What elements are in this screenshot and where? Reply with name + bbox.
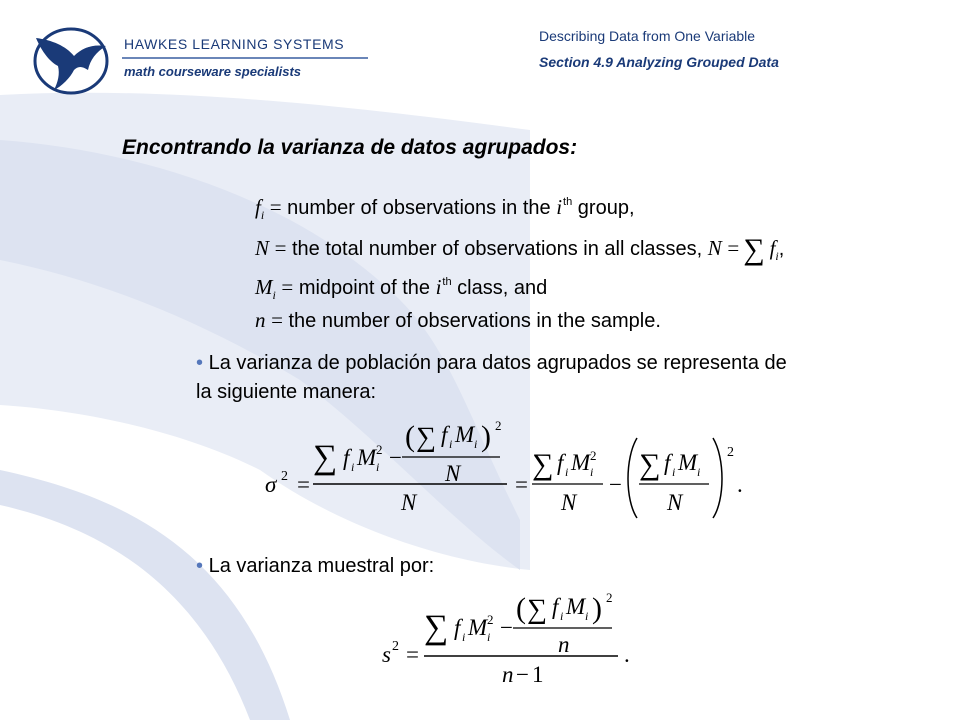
minus-sign: − <box>609 472 622 497</box>
i-sub: i <box>585 609 589 623</box>
i-sub: i <box>351 460 355 474</box>
f-var: f <box>343 445 350 470</box>
big-left-paren <box>628 438 637 518</box>
summation-symbol: ∑ <box>416 422 436 453</box>
summation-symbol: ∑ <box>424 609 449 646</box>
definition-Mi <box>255 275 547 303</box>
s-symbol: s <box>382 642 391 667</box>
i-sub: i <box>462 630 466 644</box>
bullet-text: La varianza de población para datos agrupados se representa de la siguiente manera: <box>196 352 787 403</box>
N-var: N <box>561 490 577 515</box>
left-paren: ( <box>405 420 415 453</box>
summation-symbol: ∑ <box>313 439 338 476</box>
def-text: the number of observations in the sample. <box>288 310 661 332</box>
company-tagline: math courseware specialists <box>124 64 302 79</box>
n-var: n <box>558 632 570 657</box>
def-var: N <box>255 236 270 260</box>
f-var: f <box>441 422 448 447</box>
exponent-2: 2 <box>590 448 597 463</box>
bullet-dot: • <box>196 555 204 577</box>
period: . <box>624 642 630 667</box>
right-paren: ) <box>481 420 491 453</box>
def-index-var: i <box>556 195 563 219</box>
exponent-2: 2 <box>606 590 613 605</box>
i-sub: i <box>697 465 701 479</box>
def-var: n <box>255 308 266 332</box>
def-sub: i <box>272 288 276 302</box>
equals-sign: = <box>297 472 310 497</box>
i-sub: i <box>487 630 491 644</box>
exponent-2: 2 <box>495 418 502 433</box>
definition-n <box>255 308 661 333</box>
bullet-sample-variance <box>196 552 434 581</box>
N-var: N <box>667 490 683 515</box>
i-sub: i <box>565 465 569 479</box>
def-equals: = <box>281 275 294 299</box>
def-var: f <box>255 195 261 219</box>
big-right-paren <box>713 438 722 518</box>
definition-fi <box>255 195 635 223</box>
N-var: N <box>401 490 417 515</box>
def-ordinal: th <box>442 276 452 288</box>
summation-symbol: ∑ <box>532 448 554 481</box>
i-sub: i <box>560 609 564 623</box>
f-var: f <box>454 615 461 640</box>
f-var: f <box>664 450 671 475</box>
f-var: f <box>557 450 564 475</box>
M-var: M <box>455 422 475 447</box>
sample-variance-formula <box>378 588 648 688</box>
exponent-2: 2 <box>727 445 734 460</box>
def-equals: = <box>271 308 283 332</box>
def-var2: N <box>707 236 722 260</box>
summation-symbol: ∑ <box>743 233 765 266</box>
equals-sign: = <box>515 472 528 497</box>
summation-symbol: ∑ <box>639 448 661 481</box>
s-exponent: 2 <box>392 639 399 654</box>
M-var: M <box>357 445 377 470</box>
def-sum-sub: i <box>775 249 779 263</box>
one: 1 <box>532 662 544 687</box>
def-equals2: = <box>727 236 740 260</box>
def-var: M <box>255 275 273 299</box>
def-text-end: group, <box>572 197 635 219</box>
M-var: M <box>566 594 586 619</box>
slide-heading: Encontrando la varianza de datos agrupados: <box>122 136 578 159</box>
i-sub: i <box>590 465 594 479</box>
summation-symbol: ∑ <box>527 594 547 625</box>
sigma-exponent: 2 <box>281 469 288 484</box>
def-text-end: class, and <box>451 277 548 299</box>
M-var: M <box>678 450 698 475</box>
period: . <box>737 472 743 497</box>
M-var: M <box>571 450 591 475</box>
def-equals: = <box>269 195 282 219</box>
minus-sign: − <box>389 445 402 470</box>
def-text-end: , <box>778 238 785 260</box>
def-sum-var: f <box>769 236 776 260</box>
company-name: HAWKES LEARNING SYSTEMS <box>124 36 345 52</box>
population-variance-formula <box>255 410 755 522</box>
company-underline <box>122 57 368 59</box>
bullet-text: La varianza muestral por: <box>208 555 435 577</box>
hawkes-eagle-logo-icon <box>32 26 110 96</box>
minus-sign: − <box>500 615 513 640</box>
def-text: midpoint of the <box>298 277 436 299</box>
def-ordinal: th <box>563 196 573 208</box>
course-title: Describing Data from One Variable <box>539 28 756 44</box>
def-text: the total number of observations in all classes, <box>291 238 708 260</box>
equals-sign: = <box>406 642 419 667</box>
minus-sign: − <box>516 662 529 687</box>
left-paren: ( <box>516 592 526 625</box>
section-title: Section 4.9 Analyzing Grouped Data <box>539 54 779 70</box>
bullet-population-variance <box>196 349 796 407</box>
N-var: N <box>445 461 461 486</box>
bullet-dot: • <box>196 352 204 374</box>
def-equals: = <box>274 236 287 260</box>
M-var: M <box>468 615 488 640</box>
i-sub: i <box>672 465 676 479</box>
def-sub: i <box>260 208 265 222</box>
n-var: n <box>502 662 514 687</box>
right-paren: ) <box>592 592 602 625</box>
definition-N <box>255 233 784 267</box>
i-sub: i <box>449 437 453 451</box>
def-text: number of observations in the <box>287 197 557 219</box>
def-index-var: i <box>435 275 442 299</box>
i-sub: i <box>474 437 478 451</box>
i-sub: i <box>376 460 380 474</box>
f-var: f <box>552 594 559 619</box>
exponent-2: 2 <box>376 442 383 457</box>
exponent-2: 2 <box>487 612 494 627</box>
sigma-symbol: σ <box>265 472 277 497</box>
